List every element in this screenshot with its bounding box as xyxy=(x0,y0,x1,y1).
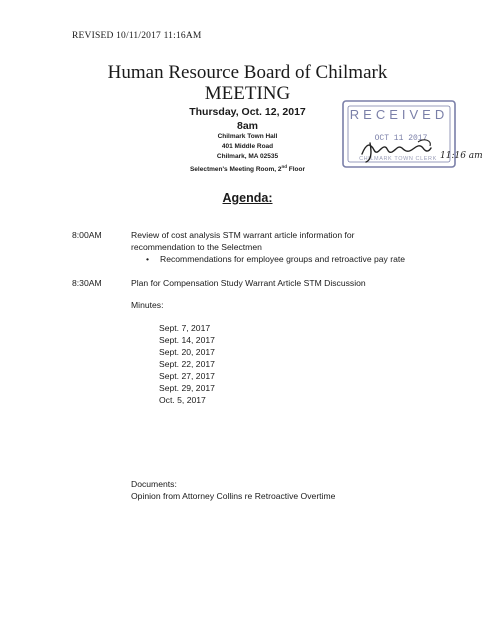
meeting-date: Thursday, Oct. 12, 2017 xyxy=(189,106,306,118)
revised-timestamp: REVISED 10/11/2017 11:16AM xyxy=(72,31,202,41)
agenda-item-1-line-2: recommendation to the Selectmen xyxy=(131,242,262,252)
minutes-date: Sept. 22, 2017 xyxy=(159,359,215,369)
stamp-time-note: 11:16 am xyxy=(440,151,483,161)
room-floor: Floor xyxy=(286,166,306,174)
minutes-date: Oct. 5, 2017 xyxy=(159,395,206,405)
agenda-heading: Agenda: xyxy=(222,191,273,205)
documents-label: Documents: xyxy=(131,479,177,489)
stamp-date: OCT 11 2017 xyxy=(374,134,428,143)
org-title: Human Resource Board of Chilmark xyxy=(107,62,388,83)
minutes-label: Minutes: xyxy=(131,300,164,310)
stamp-office: CHILMARK TOWN CLERK xyxy=(359,156,437,162)
minutes-date: Sept. 29, 2017 xyxy=(159,383,215,393)
stamp-title: RECEIVED xyxy=(349,107,449,122)
meeting-title: MEETING xyxy=(204,83,291,104)
room-text: Selectmen's Meeting Room, 2 xyxy=(189,166,282,174)
received-stamp xyxy=(340,98,483,176)
address-line-3: Chilmark, MA 02535 xyxy=(216,153,279,160)
agenda-item-1-subitem: Recommendations for employee groups and retroactive pay rate xyxy=(160,254,406,264)
minutes-date: Sept. 7, 2017 xyxy=(159,323,211,333)
bullet-icon: • xyxy=(146,254,150,264)
agenda-item-2-time: 8:30AM xyxy=(72,278,102,288)
minutes-date: Sept. 14, 2017 xyxy=(159,335,215,345)
minutes-date: Sept. 20, 2017 xyxy=(159,347,215,357)
agenda-item-1-line-1: Review of cost analysis STM warrant article information for xyxy=(131,230,355,240)
minutes-date: Sept. 27, 2017 xyxy=(159,371,215,381)
agenda-item-1-time: 8:00AM xyxy=(72,230,102,240)
room-ordinal: nd xyxy=(281,164,287,169)
agenda-item-2-text: Plan for Compensation Study Warrant Article STM Discussion xyxy=(131,278,366,288)
meeting-time: 8am xyxy=(236,120,258,132)
document-item: Opinion from Attorney Collins re Retroactive Overtime xyxy=(131,491,336,501)
address-line-2: 401 Middle Road xyxy=(221,143,274,150)
address-line-1: Chilmark Town Hall xyxy=(217,133,278,140)
